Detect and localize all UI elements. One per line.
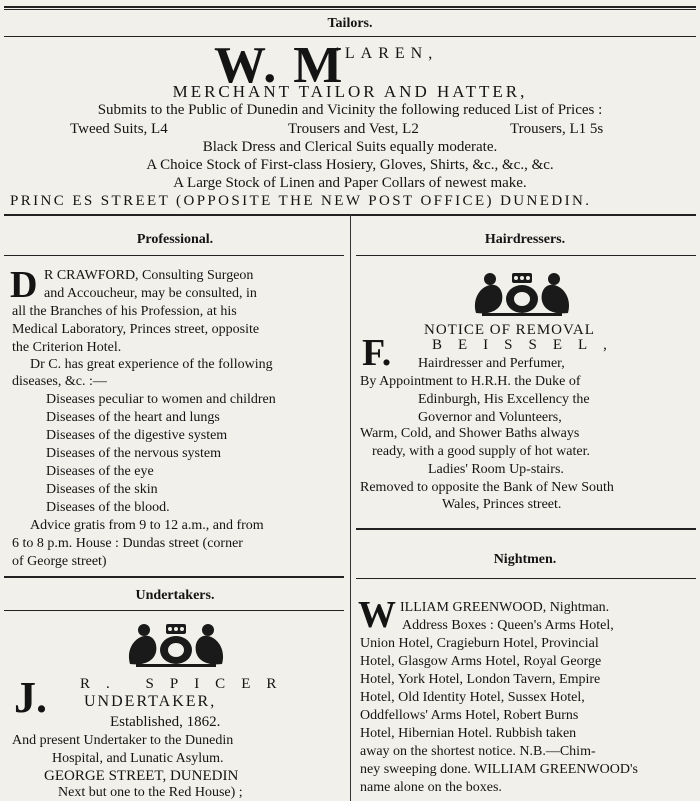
tailors-intro: Submits to the Public of Dunedin and Vicinity the following reduced List of Prices : — [97, 102, 603, 118]
professional-end-rule — [4, 576, 344, 578]
column-divider — [350, 214, 351, 801]
tailors-trade: MERCHANT TAILOR AND HATTER, — [172, 82, 528, 101]
hairdressers-heading: Hairdressers. — [484, 232, 566, 247]
price-trousers: Trousers, L1 5s — [510, 121, 604, 137]
nightmen-drop-cap: W — [358, 594, 396, 636]
prof-experience-1: Dr C. has great experience of the following — [30, 357, 273, 372]
hair-line: Wales, Princes street. — [442, 497, 562, 512]
royal-crest-icon — [122, 620, 230, 668]
undertakers-initial: J. — [14, 673, 47, 722]
prof-line-1: R CRAWFORD, Consulting Surgeon — [44, 268, 254, 283]
nightmen-rule — [356, 578, 696, 579]
night-line: Hotel, Hibernian Hotel. Rubbish taken — [360, 726, 577, 741]
hair-line: Edinburgh, His Excellency the — [418, 392, 590, 407]
undertakers-line-4: Next but one to the Red House) ; — [58, 785, 243, 800]
hair-line: ready, with a good supply of hot water. — [372, 444, 590, 459]
prof-experience-2: diseases, &c. :— — [12, 374, 107, 389]
prof-line-3: all the Branches of his Profession, at his — [12, 304, 237, 319]
tailors-name: 'LAREN, — [336, 45, 439, 62]
hairdressers-rule — [356, 255, 696, 256]
tailors-initial: W. M — [214, 37, 345, 94]
undertakers-name: R. SPICER — [80, 676, 293, 692]
prof-advice-3: of George street) — [12, 554, 107, 569]
prof-advice-2: 6 to 8 p.m. House : Dundas street (corner — [12, 536, 243, 551]
undertakers-established: Established, 1862. — [110, 714, 221, 730]
disease-item: Diseases peculiar to women and children — [46, 392, 276, 407]
hairdressers-initial: F. — [362, 332, 392, 374]
tailors-heading: Tailors. — [327, 16, 373, 31]
night-line: name alone on the boxes. — [360, 780, 502, 795]
royal-crest-icon — [468, 268, 576, 318]
disease-item: Diseases of the blood. — [46, 500, 170, 515]
hair-line: Hairdresser and Perfumer, — [418, 356, 565, 371]
tailors-rule — [4, 36, 696, 37]
disease-item: Diseases of the nervous system — [46, 446, 221, 461]
hair-line: By Appointment to H.R.H. the Duke of — [360, 374, 581, 389]
prof-line-2: and Accoucheur, may be consulted, in — [44, 286, 257, 301]
prof-line-4: Medical Laboratory, Princes street, opposite — [12, 322, 260, 337]
undertakers-line-2: Hospital, and Lunatic Asylum. — [52, 751, 224, 766]
tailors-black-dress: Black Dress and Clerical Suits equally moderate. — [202, 139, 498, 155]
disease-item: Diseases of the digestive system — [46, 428, 228, 443]
hair-line: Ladies' Room Up-stairs. — [428, 462, 564, 477]
night-line: away on the shortest notice. N.B.—Chim- — [360, 744, 596, 759]
undertakers-line-1: And present Undertaker to the Dunedin — [12, 733, 234, 748]
night-line: Hotel, Glasgow Arms Hotel, Royal George — [360, 654, 602, 669]
undertakers-line-3: GEORGE STREET, DUNEDIN — [44, 768, 239, 784]
nightmen-heading: Nightmen. — [493, 552, 557, 567]
hair-line: Removed to opposite the Bank of New South — [360, 480, 614, 495]
tailors-address: PRINC ES STREET (OPPOSITE THE NEW POST OFFICE) DUNEDIN. — [10, 193, 592, 209]
hair-line: Governor and Volunteers, — [418, 410, 562, 425]
night-line: Hotel, York Hotel, London Tavern, Empire — [360, 672, 601, 687]
tailors-linen: A Large Stock of Linen and Paper Collars of newest make. — [173, 175, 527, 191]
professional-heading: Professional. — [136, 232, 214, 247]
undertakers-rule — [4, 610, 344, 611]
night-line: ney sweeping done. WILLIAM GREENWOOD's — [360, 762, 638, 777]
hairdressers-name: BEISSEL, — [432, 337, 623, 353]
tailors-hosiery: A Choice Stock of First-class Hosiery, Gloves, Shirts, &c., &c., &c. — [146, 157, 554, 173]
night-line: Hotel, Old Identity Hotel, Sussex Hotel, — [360, 690, 585, 705]
undertakers-trade: UNDERTAKER, — [84, 693, 217, 710]
prof-advice-1: Advice gratis from 9 to 12 a.m., and from — [30, 518, 264, 533]
disease-item: Diseases of the heart and lungs — [46, 410, 220, 425]
hairdressers-end-rule — [356, 528, 696, 530]
night-line: ILLIAM GREENWOOD, Nightman. — [400, 600, 610, 615]
professional-rule — [4, 255, 344, 256]
night-line: Union Hotel, Cragieburn Hotel, Provincial — [360, 636, 599, 651]
price-tweed: Tweed Suits, L4 — [70, 121, 168, 137]
disease-item: Diseases of the skin — [46, 482, 158, 497]
prof-line-5: the Criterion Hotel. — [12, 340, 122, 355]
night-line: Oddfellows' Arms Hotel, Robert Burns — [360, 708, 579, 723]
undertakers-heading: Undertakers. — [135, 588, 215, 603]
top-rule-thin — [4, 9, 696, 10]
disease-item: Diseases of the eye — [46, 464, 154, 479]
price-trousers-vest: Trousers and Vest, L2 — [288, 121, 419, 137]
professional-drop-cap: D — [10, 264, 38, 306]
hairdressers-notice: NOTICE OF REMOVAL — [424, 322, 595, 338]
night-line: Address Boxes : Queen's Arms Hotel, — [402, 618, 614, 633]
hair-line: Warm, Cold, and Shower Baths always — [360, 426, 580, 441]
top-rule — [4, 6, 696, 8]
